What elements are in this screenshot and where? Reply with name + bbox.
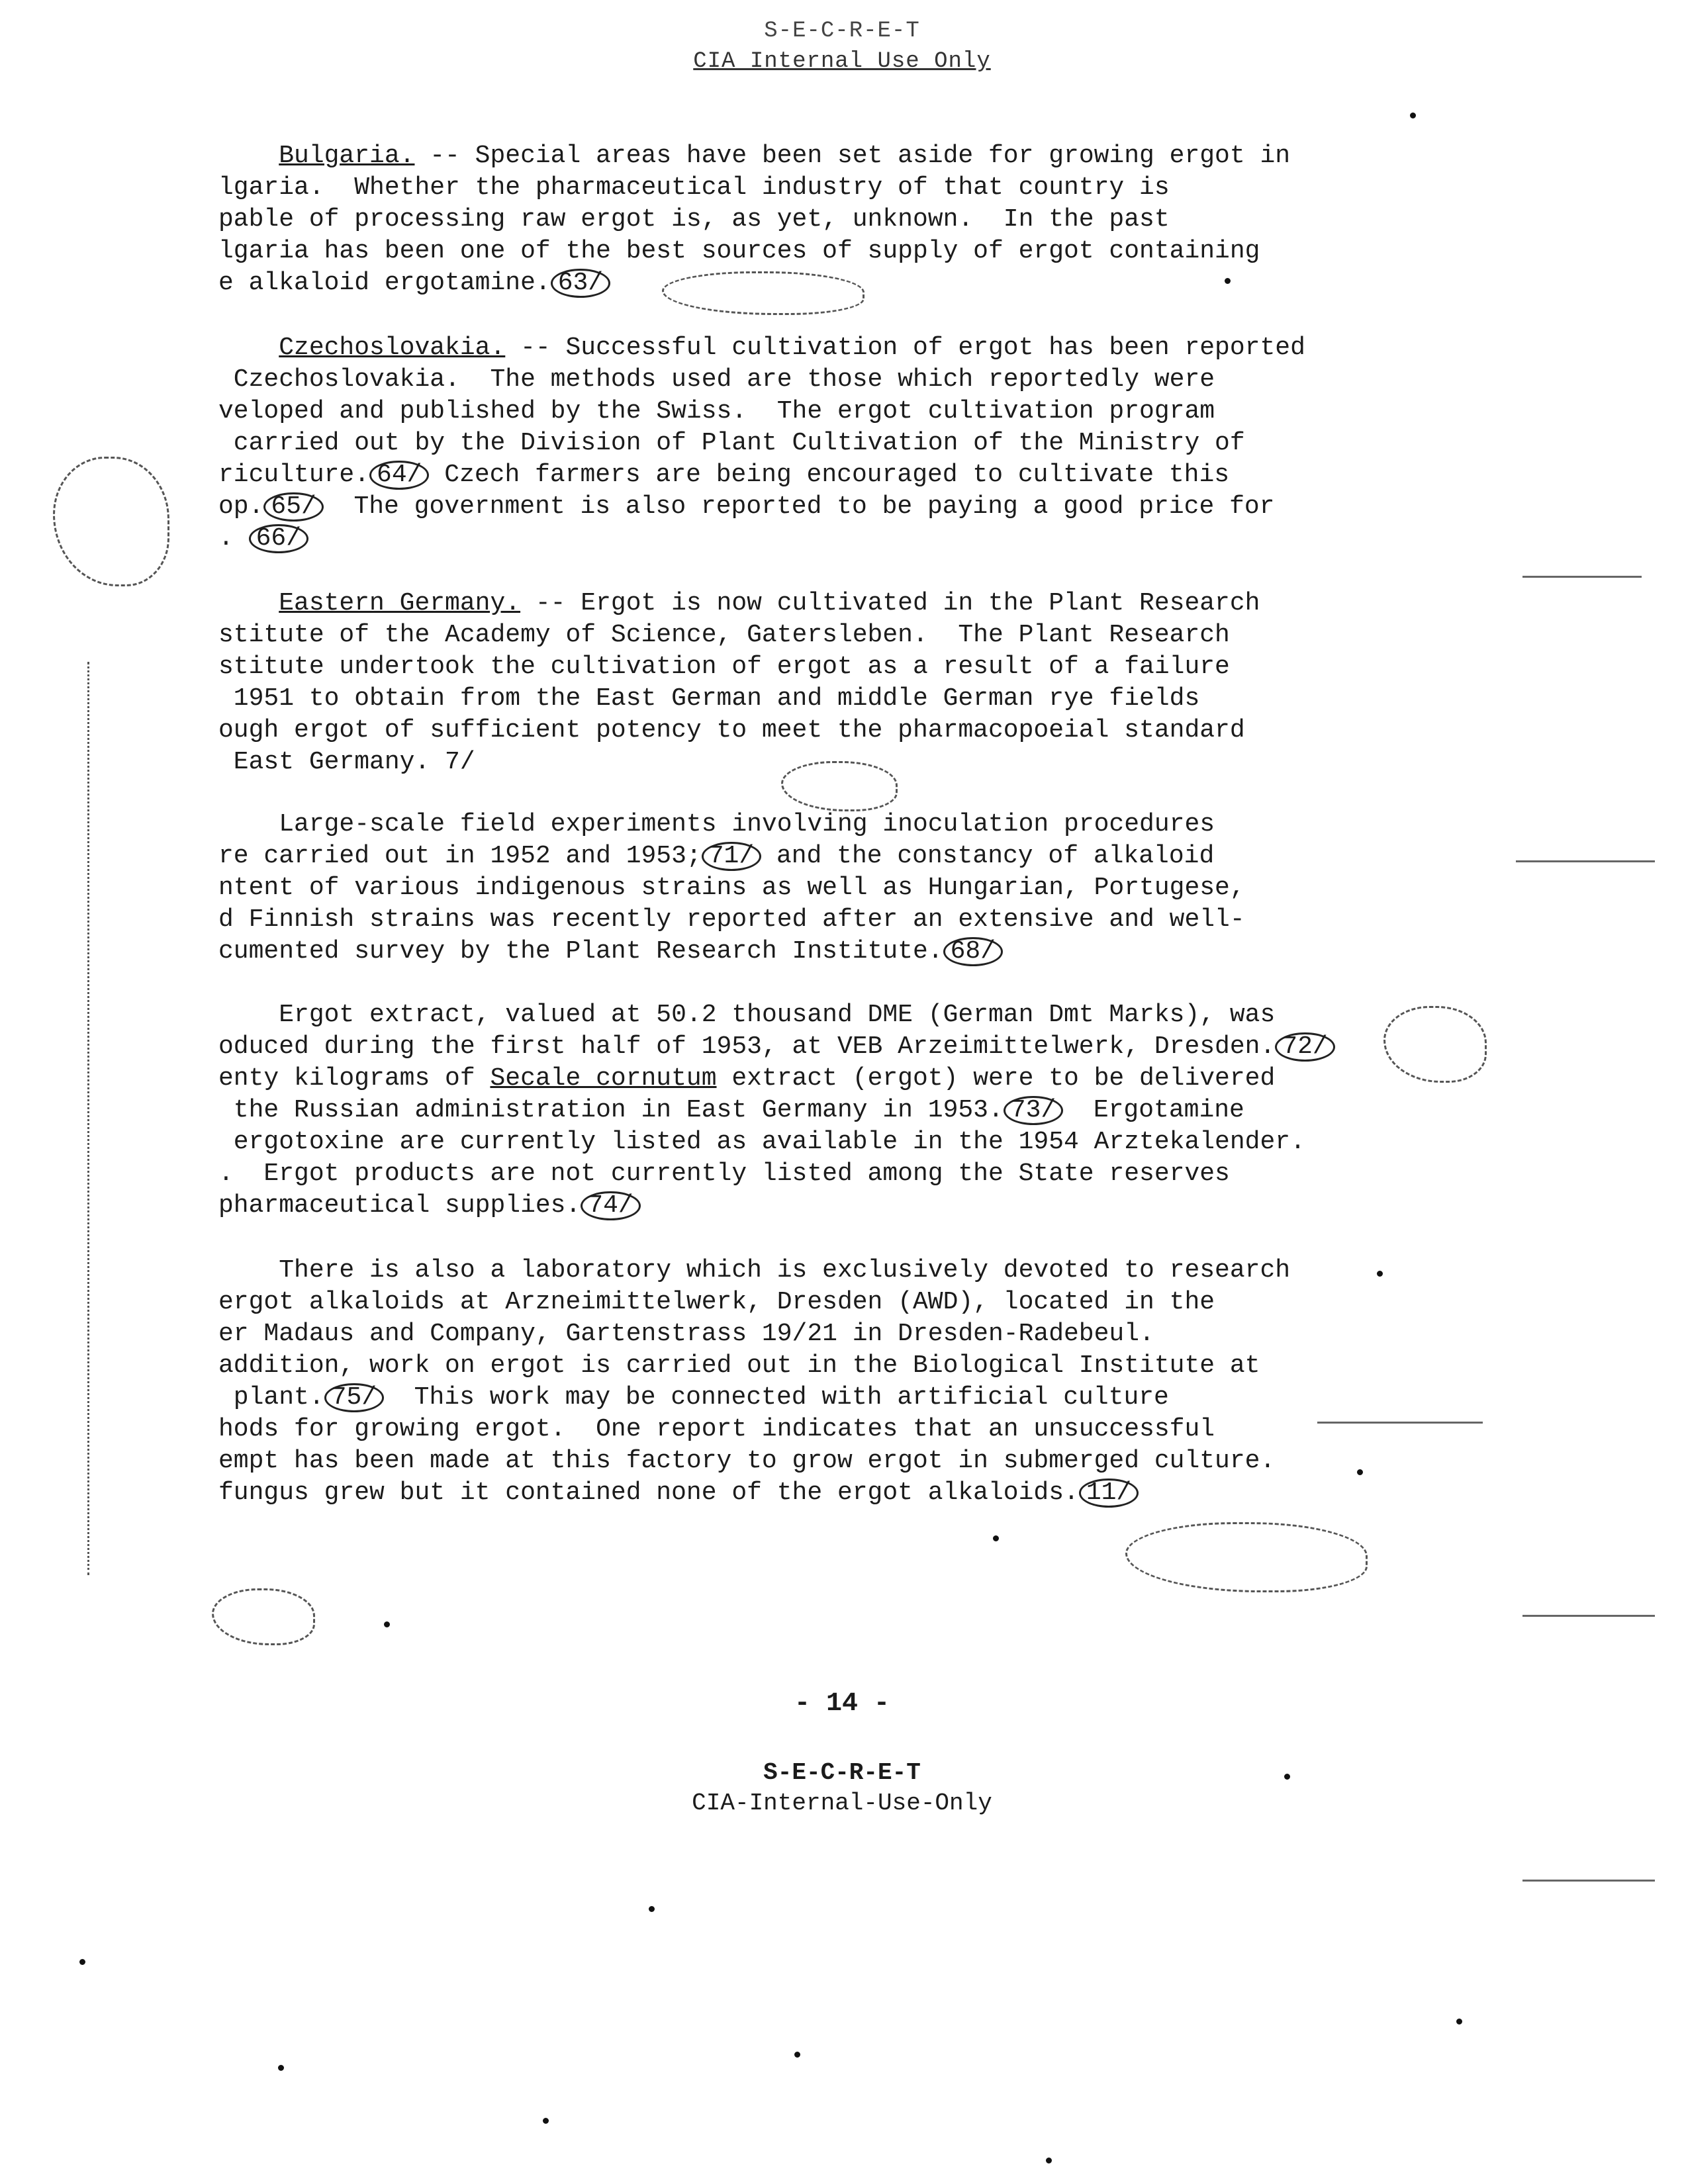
paragraph-eastern-germany (218, 588, 1383, 778)
extract-text-3a: enty kilograms of (218, 1064, 491, 1093)
redaction-smudge-bulgaria (662, 271, 865, 315)
scan-speck (794, 2052, 800, 2058)
lab-line-8 (218, 1477, 1383, 1509)
czech-line-4: carried out by the Division of Plant Cultivation of the Ministry of (218, 429, 1245, 457)
paragraph-laboratory (218, 1255, 1383, 1509)
footnote-75: 75/ (324, 1383, 384, 1412)
scan-speck (1357, 1469, 1363, 1475)
paragraph-large-scale (218, 809, 1383, 968)
footnote-68: 68/ (943, 937, 1003, 966)
czech-text-5a: riculture. (218, 461, 370, 489)
lab-line-6: hods for growing ergot. One report indicates that an unsuccessful (218, 1415, 1215, 1443)
czech-line-7 (218, 523, 1383, 555)
scan-speck (649, 1906, 655, 1912)
footnote-64: 64/ (369, 461, 429, 490)
scan-artifact-left-dotted-line (87, 662, 91, 1575)
footnote-73: 73/ (1004, 1096, 1063, 1125)
czech-text-6b: The government is also reported to be paying a good price for (323, 492, 1275, 521)
czech-line-6 (218, 491, 1383, 523)
lab-line-5 (218, 1382, 1383, 1414)
bulgaria-line-2: lgaria. Whether the pharmaceutical industry of that country is (218, 173, 1170, 202)
large-text-2a: re carried out in 1952 and 1953; (218, 842, 702, 870)
eastern-line-3: stitute undertook the cultivation of ergot as a result of a failure (218, 653, 1230, 681)
extract-text-4b: Ergotamine (1063, 1096, 1244, 1124)
eastern-line-6: East Germany. 7/ (218, 748, 475, 776)
scan-speck (543, 2118, 549, 2124)
signature-scribble (1125, 1522, 1368, 1592)
extract-text-7: pharmaceutical supplies. (218, 1191, 581, 1220)
czech-line-5 (218, 459, 1383, 491)
header-handling-text: CIA Internal Use Only (693, 49, 991, 74)
bulgaria-heading: Bulgaria. (279, 142, 415, 170)
scan-speck (384, 1621, 390, 1627)
lab-text-5b: This work may be connected with artificial culture (384, 1383, 1169, 1412)
margin-dash-3 (1522, 1880, 1655, 1882)
footnote-74: 74/ (581, 1191, 640, 1220)
large-line-1 (218, 809, 1383, 841)
scan-speck (1225, 278, 1231, 284)
large-line-5 (218, 936, 1383, 968)
lab-line-2: ergot alkaloids at Arzneimittelwerk, Dresden (AWD), located in the (218, 1288, 1215, 1316)
extract-text-2: oduced during the first half of 1953, at VEB Arzeimittelwerk, Dresden. (218, 1032, 1276, 1061)
footnote-11: 11/ (1079, 1479, 1139, 1508)
scan-speck (79, 1959, 85, 1965)
scan-speck (1284, 1774, 1290, 1780)
lab-text-1: There is also a laboratory which is exclusively devoted to research (279, 1256, 1291, 1285)
eastern-line-4: 1951 to obtain from the East German and middle German rye fields (218, 684, 1200, 713)
lab-line-3: er Madaus and Company, Gartenstrass 19/21 in Dresden-Radebeul. (218, 1320, 1154, 1348)
extract-line-3 (218, 1063, 1383, 1095)
footnote-65: 65/ (263, 492, 323, 522)
lab-line-1 (218, 1255, 1383, 1287)
czech-line-1 (218, 332, 1383, 364)
large-text-1: Large-scale field experiments involving inoculation procedures (279, 810, 1215, 839)
footer-handling: CIA-Internal-Use-Only (692, 1790, 992, 1817)
paragraph-czechoslovakia (218, 332, 1383, 555)
extract-secale-cornutum: Secale cornutum (490, 1064, 717, 1093)
extract-text-1: Ergot extract, valued at 50.2 thousand DME (German Dmt Marks), was (279, 1001, 1276, 1029)
bulgaria-line-4: lgaria has been one of the best sources of supply of ergot containing (218, 237, 1260, 265)
margin-rule (1317, 1422, 1483, 1424)
large-line-3: ntent of various indigenous strains as well as Hungarian, Portugese, (218, 874, 1245, 902)
scan-speck (1456, 2019, 1462, 2025)
lab-line-7: empt has been made at this factory to grow ergot in submerged culture. (218, 1447, 1276, 1475)
large-line-2 (218, 841, 1383, 872)
czech-line-2: Czechoslovakia. The methods used are those which reportedly were (218, 365, 1215, 394)
redaction-smudge-right (1383, 1006, 1487, 1083)
extract-line-7 (218, 1190, 1383, 1222)
header-handling (0, 49, 1684, 74)
czech-text-5b: Czech farmers are being encouraged to cultivate this (429, 461, 1230, 489)
margin-dash-4 (1516, 860, 1655, 862)
scan-speck (993, 1535, 999, 1541)
footnote-63: 63/ (551, 269, 610, 298)
footer-classification: S-E-C-R-E-T (763, 1759, 921, 1786)
bulgaria-text-1: -- Special areas have been set aside for growing ergot in (414, 142, 1291, 170)
eastern-heading: Eastern Germany. (279, 589, 521, 617)
scan-speck (1410, 113, 1416, 118)
extract-line-1 (218, 999, 1383, 1031)
margin-dash-1 (1522, 576, 1642, 578)
extract-line-6: . Ergot products are not currently listed among the State reserves (218, 1160, 1230, 1188)
extract-line-5: ergotoxine are currently listed as available in the 1954 Arztekalender. (218, 1128, 1305, 1156)
footnote-72: 72/ (1275, 1032, 1334, 1062)
bulgaria-line-3: pable of processing raw ergot is, as yet, unknown. In the past (218, 205, 1170, 234)
redaction-smudge-eastern (781, 761, 898, 811)
extract-line-2 (218, 1031, 1383, 1063)
bulgaria-text-5: e alkaloid ergotamine. (218, 269, 551, 297)
lab-text-5a: plant. (218, 1383, 324, 1412)
header-classification: S-E-C-R-E-T (764, 19, 920, 44)
eastern-text-1: -- Ergot is now cultivated in the Plant Research (520, 589, 1260, 617)
eastern-line-2: stitute of the Academy of Science, Gatersleben. The Plant Research (218, 621, 1230, 649)
extract-line-4 (218, 1095, 1383, 1126)
czech-text-1: -- Successful cultivation of ergot has been reported (505, 334, 1305, 362)
extract-text-4a: the Russian administration in East Germany in 1953. (218, 1096, 1004, 1124)
czech-heading: Czechoslovakia. (279, 334, 506, 362)
footnote-71: 71/ (702, 842, 761, 871)
scan-speck (1046, 2158, 1052, 2163)
lab-text-8: fungus grew but it contained none of the ergot alkaloids. (218, 1479, 1079, 1507)
large-text-2b: and the constancy of alkaloid (761, 842, 1215, 870)
scan-speck (1377, 1271, 1383, 1277)
eastern-line-1 (218, 588, 1383, 619)
bulgaria-line-1 (218, 140, 1383, 172)
scan-speck (278, 2065, 284, 2071)
czech-line-3: veloped and published by the Swiss. The ergot cultivation program (218, 397, 1215, 426)
redaction-smudge-left (53, 457, 169, 586)
margin-dash-2 (1522, 1615, 1655, 1617)
eastern-line-5: ough ergot of sufficient potency to meet the pharmacopoeial standard (218, 716, 1245, 745)
large-line-4: d Finnish strains was recently reported after an extensive and well- (218, 905, 1245, 934)
lab-line-4: addition, work on ergot is carried out in the Biological Institute at (218, 1351, 1260, 1380)
extract-text-3b: extract (ergot) were to be delivered (716, 1064, 1276, 1093)
footnote-66: 66/ (249, 524, 308, 553)
redaction-smudge-bottom-left (212, 1588, 315, 1645)
paragraph-ergot-extract (218, 999, 1383, 1222)
czech-text-6a: op. (218, 492, 264, 521)
czech-text-7: . (218, 524, 249, 553)
large-text-5: cumented survey by the Plant Research Institute. (218, 937, 943, 966)
page-number: - 14 - (794, 1689, 890, 1719)
